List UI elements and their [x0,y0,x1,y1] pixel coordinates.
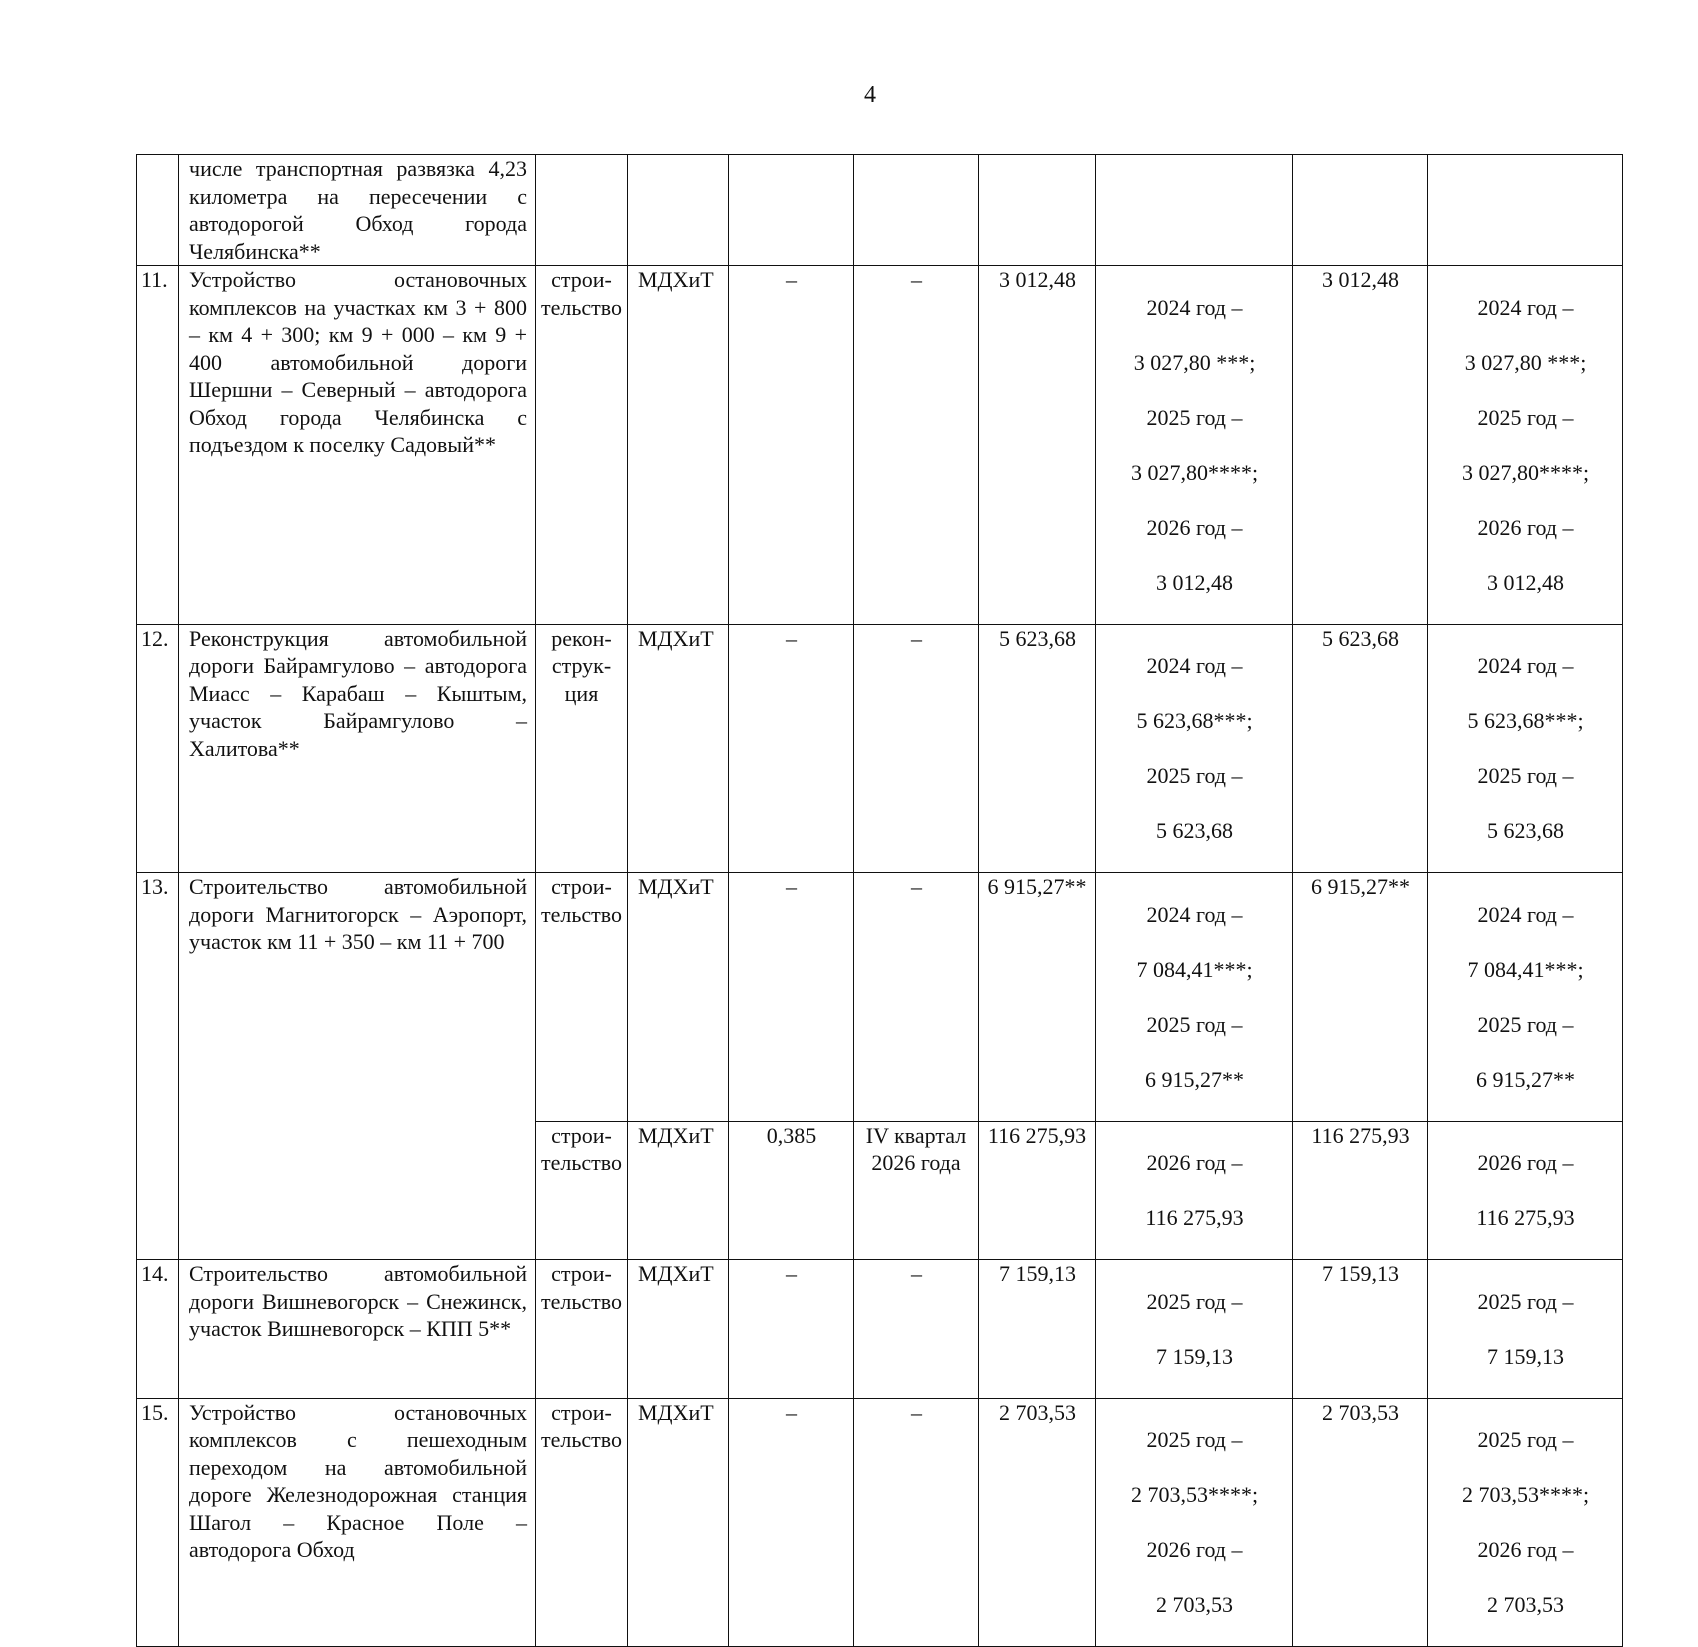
schedule-line: 116 275,93 [1476,1205,1575,1230]
limit-amount: 2 703,53 [1293,1398,1428,1647]
work-type-line: строи- тельство [540,1261,622,1314]
cost-schedule [1096,1260,1293,1399]
capacity: 0,385 [729,1121,854,1260]
table-row [137,1260,1623,1399]
schedule-line: 2 703,53 [1156,1592,1233,1617]
capacity: – [729,624,854,873]
object-name: числе транспортная развязка 4,23 километра на пересечении с автодорогой Обход города Челябинска** [179,155,536,266]
cost-schedule [1096,624,1293,873]
cost-schedule [1096,1121,1293,1260]
customer: МДХиТ [628,1121,729,1260]
schedule-line: 2 703,53****; [1461,1482,1590,1507]
schedule-line: 2 703,53****; [1130,1482,1259,1507]
schedule-line: 7 159,13 [1487,1343,1564,1369]
table-row [137,624,1623,873]
limit-schedule [1428,873,1623,1122]
schedule-line: 2025 год – [1146,1011,1243,1037]
schedule-line: 2024 год – [1477,653,1574,678]
schedule-line: 3 012,48 [1487,569,1564,595]
estimated-cost: 2 703,53 [979,1398,1096,1647]
schedule-line: 7 159,13 [1156,1343,1233,1369]
estimated-cost: 5 623,68 [979,624,1096,873]
cost-schedule [1096,873,1293,1122]
table-row [137,873,1623,1122]
customer: МДХиТ [628,266,729,625]
estimated-cost: 3 012,48 [979,266,1096,625]
schedule-line: 3 027,80 ***; [1133,349,1256,375]
object-name: Строительство автомобильной дороги Вишневогорск – Снежинск, участок Вишневогорск – КПП 5** [179,1260,536,1399]
object-name: Реконструкция автомобильной дороги Байрамгулово – автодорога Миасс – Карабаш – Кыштым, участок Байрамгулово – Халитова** [179,624,536,873]
limit-amount: 6 915,27** [1293,873,1428,1122]
estimated-cost [979,155,1096,266]
estimated-cost: 7 159,13 [979,1260,1096,1399]
capacity: – [729,1398,854,1647]
work-type [536,1121,628,1260]
deadline: – [854,266,979,625]
work-type-line: рекон- струк- ция [551,625,612,706]
schedule-line: 2024 год – [1146,294,1243,320]
row-number: 13. [137,873,179,1260]
schedule-line: 5 623,68***; [1136,708,1253,733]
capacity: – [729,266,854,625]
work-type [536,873,628,1122]
estimated-cost: 6 915,27** [979,873,1096,1122]
schedule-line: 2025 год – [1146,404,1243,430]
limit-schedule [1428,624,1623,873]
schedule-line: 5 623,68 [1156,818,1233,843]
work-type [536,1260,628,1399]
schedule-line: 5 623,68***; [1467,708,1584,733]
deadline: – [854,873,979,1122]
row-number: 12. [137,624,179,873]
limit-schedule [1428,266,1623,625]
schedule-line: 3 027,80****; [1461,459,1590,485]
capacity [729,155,854,266]
object-name: Устройство остановочных комплексов на участках км 3 + 800 – км 4 + 300; км 9 + 000 – км 9 + 400 автомобильной дороги Шершни – Северный – автодорога Обход города Челябинска с подъездом к поселку Садовый** [179,266,536,625]
schedule-line: 7 084,41***; [1136,956,1253,982]
schedule-line: 6 915,27** [1145,1066,1244,1092]
schedule-line: 2024 год – [1146,901,1243,927]
cost-schedule [1096,155,1293,266]
objects-table [136,154,1623,1647]
schedule-line: 2025 год – [1477,1011,1574,1037]
customer: МДХиТ [628,873,729,1122]
schedule-line: 2 703,53 [1487,1592,1564,1617]
schedule-line: 2026 год – [1146,1537,1243,1562]
page-number: 4 [864,82,876,108]
schedule-line: 5 623,68 [1487,818,1564,843]
limit-schedule [1428,1260,1623,1399]
limit-schedule [1428,1121,1623,1260]
schedule-line: 2026 год – [1477,1150,1574,1175]
schedule-line: 7 084,41***; [1467,956,1584,982]
schedule-line: 2024 год – [1477,294,1574,320]
schedule-line: 3 027,80****; [1130,459,1259,485]
work-type-line: строи- тельство [540,267,622,320]
deadline [854,155,979,266]
schedule-line: 2025 год – [1477,404,1574,430]
deadline: – [854,624,979,873]
schedule-line: 3 027,80 ***; [1464,349,1587,375]
schedule-line: 2025 год – [1146,1427,1243,1452]
schedule-line: 3 012,48 [1156,569,1233,595]
row-number: 11. [137,266,179,625]
work-type-line: строи- тельство [540,1122,622,1175]
customer [628,155,729,266]
limit-amount: 5 623,68 [1293,624,1428,873]
schedule-line: 2025 год – [1477,1288,1574,1314]
object-name: Устройство остановочных комплексов с пешеходным переходом на автомобильной дороге Железнодорожная станция Шагол – Красное Поле – автодорога Обход [179,1398,536,1647]
deadline: – [854,1260,979,1399]
schedule-line: 2026 год – [1146,514,1243,540]
cost-schedule [1096,266,1293,625]
table-row [137,266,1623,625]
deadline: IV квартал 2026 года [854,1121,979,1260]
schedule-line: 116 275,93 [1145,1205,1244,1230]
schedule-line: 2025 год – [1477,763,1574,788]
schedule-line: 2026 год – [1477,514,1574,540]
capacity: – [729,1260,854,1399]
schedule-line: 2025 год – [1477,1427,1574,1452]
schedule-line: 2025 год – [1146,763,1243,788]
limit-schedule [1428,155,1623,266]
row-number [137,155,179,266]
work-type [536,1398,628,1647]
schedule-line: 2025 год – [1146,1288,1243,1314]
work-type [536,266,628,625]
schedule-line: 6 915,27** [1476,1066,1575,1092]
cost-schedule [1096,1398,1293,1647]
schedule-line: 2026 год – [1146,1150,1243,1175]
table-row [137,155,1623,266]
customer: МДХиТ [628,624,729,873]
limit-amount [1293,155,1428,266]
schedule-line: 2024 год – [1146,653,1243,678]
limit-amount: 7 159,13 [1293,1260,1428,1399]
work-type-line: строи- тельство [540,874,622,927]
schedule-line: 2024 год – [1477,901,1574,927]
table-row [137,1398,1623,1647]
row-number: 14. [137,1260,179,1399]
schedule-line: 2026 год – [1477,1537,1574,1562]
work-type [536,624,628,873]
row-number: 15. [137,1398,179,1647]
limit-schedule [1428,1398,1623,1647]
capacity: – [729,873,854,1122]
limit-amount: 116 275,93 [1293,1121,1428,1260]
limit-amount: 3 012,48 [1293,266,1428,625]
object-name: Строительство автомобильной дороги Магнитогорск – Аэропорт, участок км 11 + 350 – км 11 + 700 [179,873,536,1260]
work-type-line: строи- тельство [540,1399,622,1452]
estimated-cost: 116 275,93 [979,1121,1096,1260]
customer: МДХиТ [628,1260,729,1399]
deadline: – [854,1398,979,1647]
work-type [536,155,628,266]
customer: МДХиТ [628,1398,729,1647]
